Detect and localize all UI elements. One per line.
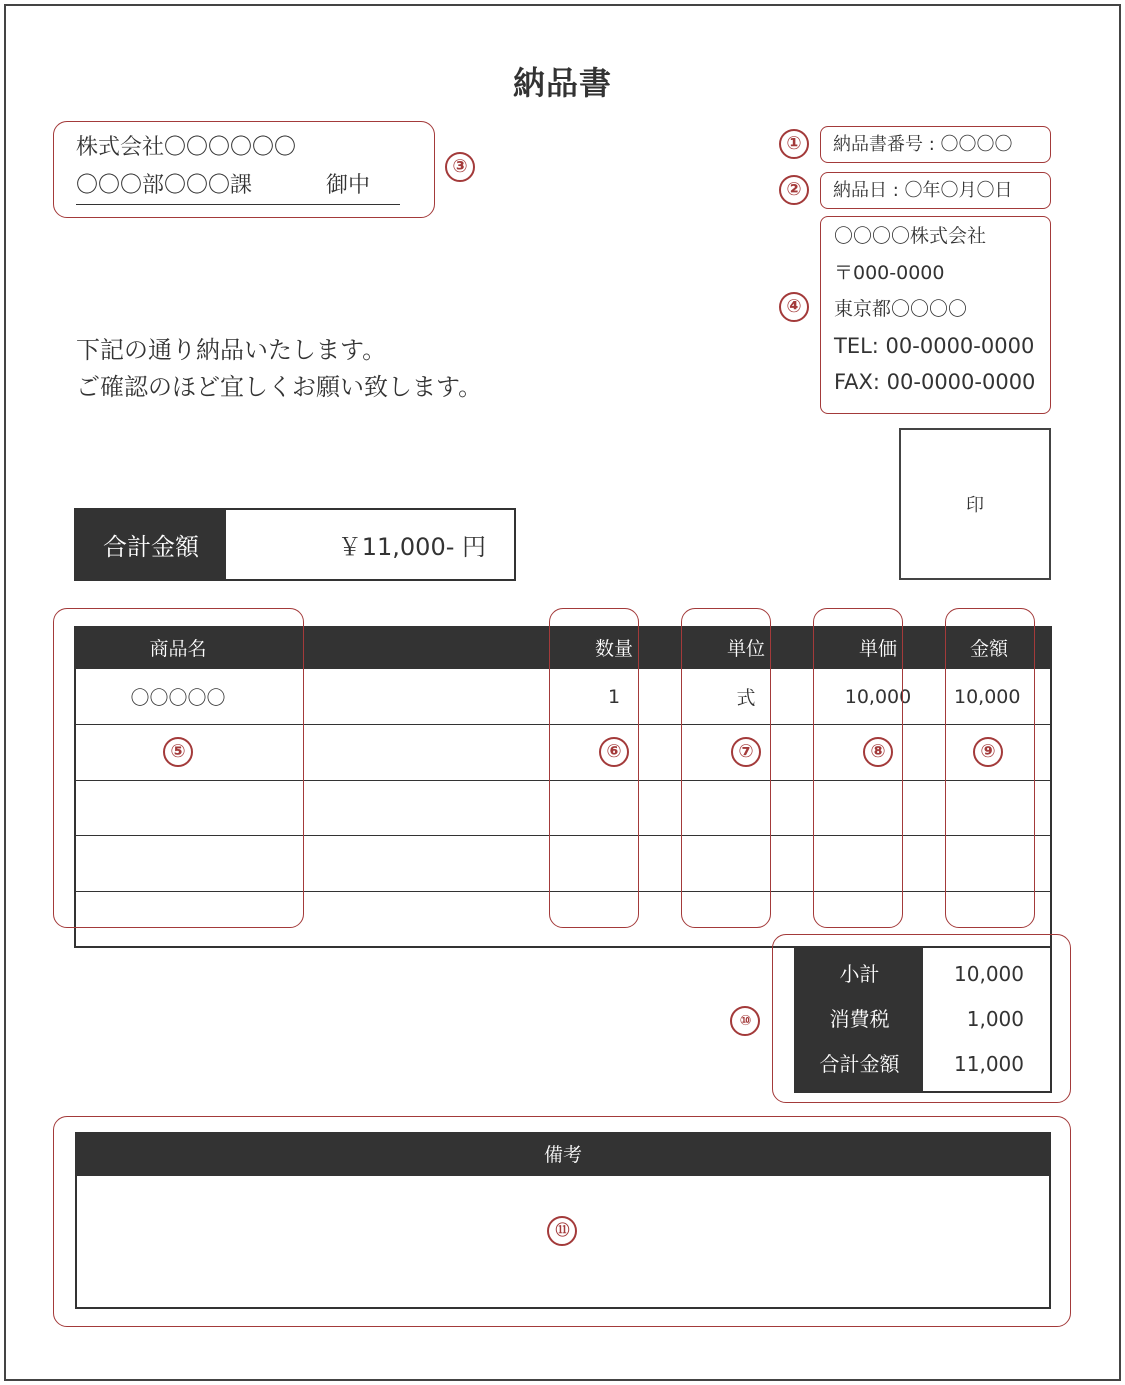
grand-total-value[interactable]: 11,000 (954, 1051, 1024, 1076)
annotation-badge-7: ⑦ (680, 725, 812, 781)
cell-amount[interactable]: 10,000 (954, 685, 1021, 708)
tax-value[interactable]: 1,000 (966, 1006, 1024, 1031)
sender-company: 〇〇〇〇株式会社 (834, 225, 987, 247)
delivery-date: 納品日 : 〇年〇月〇日 (820, 172, 1051, 209)
product-column-highlight (53, 608, 304, 928)
greeting-line-1: 下記の通り納品いたします。 (76, 336, 387, 364)
recipient-block (76, 128, 400, 205)
total-amount-box (74, 508, 516, 581)
annotation-badge-6: ⑥ (548, 725, 680, 781)
recipient-honorific: 御中 (325, 173, 370, 198)
seal-label: 印 (966, 495, 984, 516)
cell-unit-price[interactable]: 10,000 (844, 685, 912, 708)
recipient-department: 〇〇〇部〇〇〇課 (76, 173, 253, 198)
header-product-name: 商品名 (74, 626, 282, 669)
subtotal-label: 小計 (839, 961, 880, 986)
annotation-badge-8: ⑧ (812, 725, 944, 781)
cell-product-name[interactable]: 〇〇〇〇〇 (130, 687, 226, 709)
annotation-badge-3: ③ (445, 152, 475, 182)
cell-spacer (282, 780, 548, 836)
notes-header: 備考 (77, 1134, 1049, 1176)
header-unit: 単位 (680, 626, 812, 669)
subtotal-value[interactable]: 10,000 (954, 961, 1024, 986)
header-unit-price: 単価 (812, 626, 944, 669)
recipient-company: 株式会社〇〇〇〇〇〇 (76, 135, 297, 160)
summary-values (923, 947, 1050, 1091)
grand-total-label: 合計金額 (819, 1051, 900, 1076)
annotation-badge-4: ④ (779, 292, 809, 322)
annotation-badge-9: ⑨ (944, 725, 1052, 781)
cell-quantity[interactable]: 1 (607, 685, 621, 708)
amount-column-highlight (945, 608, 1035, 928)
sender-postal: 〒000-0000 (834, 261, 945, 284)
recipient-department-line (76, 168, 400, 205)
tax-label: 消費税 (829, 1006, 890, 1031)
annotation-badge-1: ① (779, 129, 809, 159)
delivery-number: 納品書番号 : 〇〇〇〇 (820, 126, 1051, 163)
greeting-message (76, 332, 482, 406)
sender-fax: FAX: 00-0000-0000 (834, 370, 1036, 394)
sender-tel: TEL: 00-0000-0000 (834, 333, 1035, 358)
document-title: 納品書 (512, 64, 612, 102)
annotation-badge-2: ② (779, 175, 809, 205)
header-quantity: 数量 (548, 626, 680, 669)
sender-address: 東京都〇〇〇〇 (834, 298, 968, 320)
quantity-column-highlight (549, 608, 639, 928)
cell-spacer (282, 891, 548, 947)
cell-spacer (282, 836, 548, 892)
annotation-badge-11: ⑪ (547, 1216, 577, 1246)
summary-table (794, 947, 1052, 1093)
annotation-badge-10: ⑩ (730, 1006, 760, 1036)
cell-spacer (282, 669, 548, 725)
annotation-badge-5: ⑤ (74, 725, 282, 781)
seal-box (899, 428, 1051, 580)
unit-column-highlight (681, 608, 771, 928)
greeting-line-2: ご確認のほど宜しくお願い致します。 (76, 373, 483, 401)
sender-block (834, 218, 1035, 401)
unit-price-column-highlight (813, 608, 903, 928)
total-amount-value: ￥11,000- 円 (337, 533, 486, 561)
total-amount-label: 合計金額 (76, 510, 226, 579)
header-spacer (282, 626, 548, 669)
cell-unit[interactable]: 式 (736, 687, 756, 709)
summary-labels (796, 947, 923, 1091)
header-amount: 金額 (944, 626, 1052, 669)
cell-spacer (282, 725, 548, 781)
